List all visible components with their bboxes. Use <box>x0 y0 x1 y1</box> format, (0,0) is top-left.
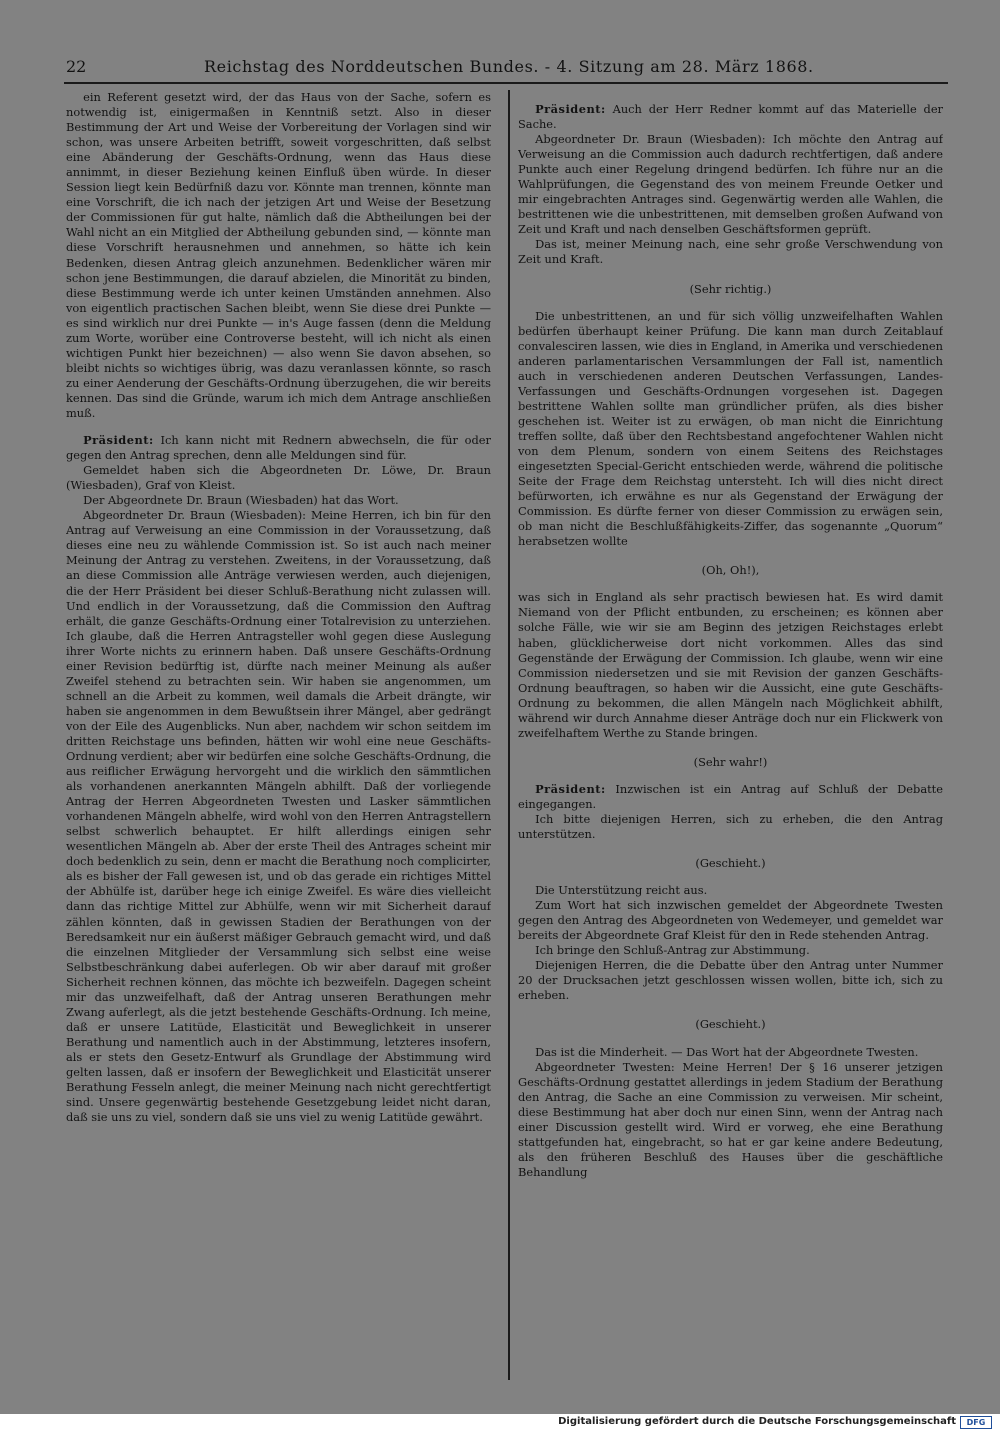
paragraph-text: Die Unterstützung reicht aus. <box>535 883 708 898</box>
paragraph <box>518 590 943 740</box>
paragraph <box>518 309 943 550</box>
paragraph-text: ein Referent gesetzt wird, der das Haus von der Sache, sofern es notwendig ist, einigermaßen in Kenntniß setzt. Also in dieser Bestimmung der Art und Weise der Vorbereitung der Vorlagen sind wir schon, was unsere Arbeiten betrifft, soweit vorgeschritten, daß selbst eine Abänderung der Geschäfts-Ordnung, wenn das Haus diese annimmt, in dieser Beziehung keinen Einfluß üben würde. In dieser Session liegt kein Bedürfniß dazu vor. Könnte man trennen, könnte man eine Vorschrift, die ich nach der jetzigen Art und Weise der Besetzung der Commissionen für gut halte, nämlich daß die Abtheilungen bei der Wahl nicht an ein Mitglied der Abtheilung gebunden sind, — könnte man diese Vorschrift herausnehmen und annehmen, so hätte ich kein Bedenken, diesen Antrag gleich anzunehmen. Bedenklicher wären mir schon jene Bestimmungen, die darauf abzielen, die Minorität zu binden, diese Bestimmung werde ich unter keinen Umständen annehmen. Also von eigentlich practischen Sachen bleibt, wenn Sie diese drei Punkte — es sind wirklich nur drei Punkte — in's Auge fassen (denn die Meldung zum Worte, worüber eine Controverse besteht, will ich nicht als einen wichtigen Punkt hier bezeichnen) — also wenn Sie davon absehen, so bleibt nichts so wichtiges übrig, was dazu veranlassen könnte, so rasch zu einer Aenderung der Geschäfts-Ordnung überzugehen, die wir bereits kennen. Das sind die Gründe, warum ich mich dem Antrage anschließen muß. <box>66 90 491 420</box>
paragraph-text: Abgeordneter Dr. Braun (Wiesbaden): Meine Herren, ich bin für den Antrag auf Verweisung an eine Commission in der Voraussetzung, daß dieses eine neu zu wählende Commission ist. So ist auch nach meiner Meinung der Antrag zu verstehen. Zweitens, in der Voraussetzung, daß an diese Commission alle Anträge verwiesen werden, auch diejenigen, die der Herr Präsident bei dieser Schluß-Berathung nicht zulassen will. Und endlich in der Voraussetzung, daß die Commission den Auftrag erhält, die ganze Geschäfts-Ordnung einer Totalrevision zu unterziehen. Ich glaube, daß die Herren Antragsteller wohl gegen diese Auslegung ihrer Worte nichts zu erinnern haben. Daß unsere Geschäfts-Ordnung einer Revision bedürftig ist, dürfte nach meiner Meinung als außer Zweifel stehend zu betrachten sein. Wir haben sie angenommen, um schnell an die Arbeit zu kommen, weil damals die Arbeit drängte, wir haben sie angenommen in dem Bewußtsein ihrer Mängel, aber gedrängt von der Eile des Augenblicks. Nun aber, nachdem wir schon seitdem im dritten Reichstage uns befinden, hätten wir wohl eine neue Geschäfts-Ordnung verdient; aber wir bedürfen eine solche Geschäfts-Ordnung, die aus reiflicher Erwägung hervorgeht und die wirklich den sämmtlichen als vorhandenen anerkannten Mängeln abhilft. Daß der vorliegende Antrag der Herren Abgeordneten Twesten und Lasker sämmtlichen vorhandenen Mängeln abhelfe, wird wohl von den Herren Antragstellern selbst schwerlich behauptet. Er hilft allerdings einigen sehr wesentlichen Mängeln ab. Aber der erste Theil des Antrages scheint mir doch bedenklich zu sein, denn er macht die Berathung noch complicirter, als es bisher der Fall gewesen ist, und ob das gerade ein richtiges Mittel der Abhülfe ist, darüber hege ich einige Zweifel. Es wäre dies vielleicht dann das richtige Mittel zur Abhülfe, wenn wir mit Sicherheit darauf zählen könnten, daß in gewissen Stadien der Berathungen von der Beredsamkeit nur ein äußerst mäßiger Gebrauch gemacht wird, und daß die einzelnen Mitglieder der Versammlung sich selbst eine weise Selbstbeschränkung dabei auferlegen. Ob wir aber darauf mit großer Sicherheit rechnen können, das möchte ich bezweifeln. Dagegen scheint mir das unzweifelhaft, daß der Antrag unseren Berathungen mehr Zwang auferlegt, als die jetzt bestehende Geschäfts-Ordnung. Ich meine, daß er unsere Latitüde, Elasticität und Beweglichkeit in unserer Berathung und namentlich auch in der Abstimmung, letzteres insofern, als er stets den Gesetz-Entwurf als Grundlage der Abstimmung wird gelten lassen, daß er insofern der Beweglichkeit und Elasticität unserer Berathung Fesseln anlegt, die meiner Meinung nach nicht gerechtfertigt sind. Unsere gegenwärtig bestehende Gesetzgebung leidet nicht daran, daß sie uns zu viel, sondern daß sie uns viel zu wenig Latitüde gewährt. <box>66 508 491 1125</box>
paragraph-text: Abgeordneter Twesten: Meine Herren! Der § 16 unserer jetzigen Geschäfts-Ordnung gestattet allerdings in jedem Stadium der Berathung den Antrag, die Sache an eine Commission zu verweisen. Mir scheint, diese Bestimmung hat aber doch nur einen Sinn, wenn der Antrag nach einer Discussion gestellt wird. Wird er vorweg, ehe eine Berathung stattgefunden hat, eingebracht, so hat er gar keine andere Bedeutung, als den früheren Beschluß des Hauses über die geschäftliche Behandlung <box>518 1059 943 1179</box>
interjection: (Sehr wahr!) <box>693 754 768 769</box>
paragraph <box>518 237 943 267</box>
paragraph-text: Abgeordneter Dr. Braun (Wiesbaden): Ich möchte den Antrag auf Verweisung an die Commission auch dadurch rechtfertigen, daß andere Punkte auch einer Regelung dringend bedürfen. Ich führe nur an die Wahlprüfungen, die Gegenstand des von meinem Freunde Oetker und mir eingebrachten Antrages sind. Gegenwärtig werden alle Wahlen, die bestrittenen wie die unbestrittenen, mit demselben großen Aufwand von Zeit und Kraft und nach denselben Geschäftsformen geprüft. <box>518 132 943 237</box>
paragraph <box>66 90 491 421</box>
paragraph-text: Auch der Herr Redner kommt auf das Materielle der Sache. <box>518 102 943 132</box>
paragraph-text: was sich in England als sehr practisch bewiesen hat. Es wird damit Niemand von der Pflicht entbunden, zu erscheinen; es können aber solche Fälle, wie wir sie am Beginn des jetzigen Reichstages erlebt haben, glücklicherweise dort nicht vorkommen. Alles das sind Gegenstände der Erwägung der Commission. Ich glaube, wenn wir eine Commission niedersetzen und sie mit Revision der ganzen Geschäfts-Ordnung beauftragen, so haben wir die Aussicht, eine gute Geschäfts-Ordnung zu bekommen, die allen Mängeln nach Möglichkeit abhilft, während wir durch Annahme dieser Anträge doch nur ein Flickwerk von zweifelhaftem Werthe zu Stande bringen. <box>518 590 943 740</box>
interjection: (Sehr richtig.) <box>689 281 772 296</box>
interjection: (Geschieht.) <box>695 1017 766 1032</box>
dfg-logo: DFG <box>960 1416 992 1429</box>
page-number: 22 <box>66 57 87 76</box>
speaker-paragraph <box>518 102 943 132</box>
paragraph <box>66 493 491 508</box>
paragraph-text: Ich bringe den Schluß-Antrag zur Abstimmung. <box>535 943 810 958</box>
paragraph <box>518 1060 943 1180</box>
paragraph-text: Inzwischen ist ein Antrag auf Schluß der Debatte eingegangen. <box>518 781 943 811</box>
paragraph <box>518 1045 943 1060</box>
paragraph <box>518 958 943 1003</box>
paragraph-text: Die unbestrittenen, an und für sich völlig unzweifelhaften Wahlen bedürfen überhaupt keiner Prüfung. Die kann man durch Zeitablauf convalesciren lassen, wie dies in England, in Amerika und verschiedenen anderen parlamentarischen Versammlungen der Fall ist, namentlich auch in verschiedenen anderen Deutschen Verfassungen, Landes-Verfassungen und Geschäfts-Ordnungen vorgesehen ist. Dagegen bestrittene Wahlen sollte man gründlicher prüfen, als dies bisher geschehen ist. Weiter ist zu erwägen, ob man nicht die Einrichtung treffen sollte, daß über den Rechtsbestand angefochtener Wahlen nicht von dem Plenum, sondern von einem Seitens des Reichstages eingesetzten Special-Gericht entschieden werde, während die politische Seite der Frage dem Reichstag untersteht. Ich will dies nicht direct befürworten, ich erwähne es nur als Gegenstand der Erwägung der Commission. Es dürfte ferner von dieser Commission zu erwägen sein, ob man nicht die Beschlußfähigkeits-Ziffer, das sogenannte „Quorum“ herabsetzen wollte <box>518 308 943 549</box>
paragraph <box>518 943 943 958</box>
interjection: (Oh, Oh!), <box>701 563 760 578</box>
speaker-label: Präsident: <box>535 102 606 116</box>
speaker-paragraph <box>518 782 943 812</box>
paragraph-text: Diejenigen Herren, die die Debatte über den Antrag unter Nummer 20 der Drucksachen jetzt geschlossen wissen wollen, bitte ich, sich zu erheben. <box>518 958 943 1003</box>
paragraph-text: Das ist die Minderheit. — Das Wort hat der Abgeordnete Twesten. <box>535 1044 919 1059</box>
header-rule <box>64 82 948 84</box>
speaker-label: Präsident: <box>83 433 154 448</box>
paragraph-text: Gemeldet haben sich die Abgeordneten Dr. Löwe, Dr. Braun (Wiesbaden), Graf von Kleist. <box>66 463 491 493</box>
paragraph-text: Der Abgeordnete Dr. Braun (Wiesbaden) hat das Wort. <box>83 493 399 508</box>
paragraph-text: Ich kann nicht mit Rednern abwechseln, die für oder gegen den Antrag sprechen, denn alle Meldungen sind für. <box>66 433 491 463</box>
paragraph-text: Ich bitte diejenigen Herren, sich zu erheben, die den Antrag unterstützen. <box>518 811 943 842</box>
paragraph <box>518 898 943 943</box>
speaker-label: Präsident: <box>535 781 606 796</box>
footer-bar <box>0 1414 1000 1432</box>
paragraph <box>518 812 943 842</box>
paragraph <box>518 883 943 898</box>
paragraph <box>66 508 491 1125</box>
paragraph <box>66 463 491 493</box>
column-divider <box>508 90 510 1380</box>
paragraph-text: Das ist, meiner Meinung nach, eine sehr große Verschwendung von Zeit und Kraft. <box>518 237 943 267</box>
paragraph <box>518 132 943 237</box>
page-header <box>66 54 946 80</box>
left-column <box>66 90 491 1380</box>
right-column <box>518 90 943 1380</box>
paragraph-text: Zum Wort hat sich inzwischen gemeldet der Abgeordnete Twesten gegen den Antrag des Abgeordneten von Wedemeyer, und gemeldet war bereits der Abgeordnete Graf Kleist für den in Rede stehenden Antrag. <box>518 898 943 943</box>
speaker-paragraph <box>66 433 491 463</box>
interjection: (Geschieht.) <box>695 856 766 871</box>
digitization-credit: Digitalisierung gefördert durch die Deutsche Forschungsgemeinschaft <box>558 1416 956 1427</box>
running-title: Reichstag des Norddeutschen Bundes. - 4. Sitzung am 28. März 1868. <box>204 57 814 76</box>
